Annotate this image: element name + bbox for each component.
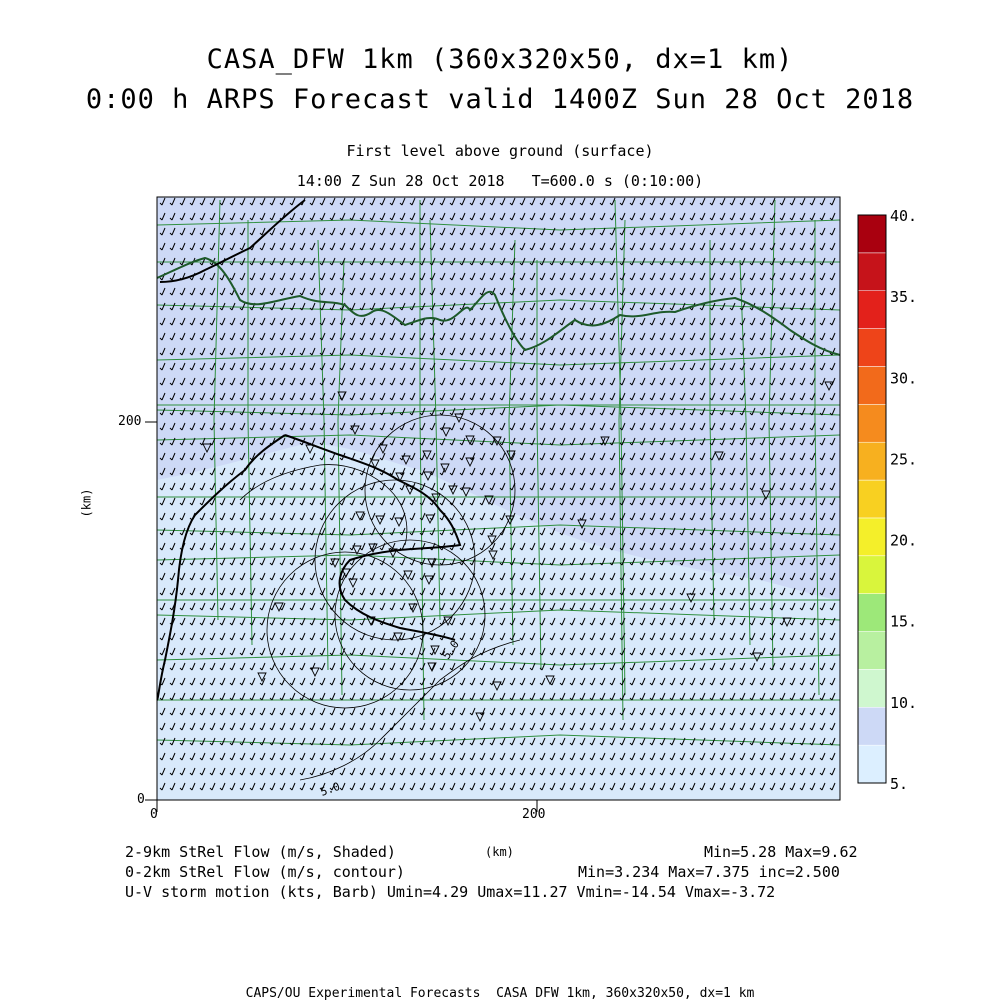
legend-contour: 0-2km StRel Flow (m/s, contour): [125, 863, 405, 881]
colorbar-label: 10.: [890, 693, 918, 712]
subtitle-line-1: First level above ground (surface): [346, 142, 654, 160]
colorbar-segment: [858, 253, 886, 291]
colorbar-segment: [858, 556, 886, 594]
colorbar-segment: [858, 745, 886, 783]
title-line-2: 0:00 h ARPS Forecast valid 1400Z Sun 28 Oct 2018: [85, 84, 915, 115]
colorbar-segment: [858, 669, 886, 707]
colorbar-segment: [858, 329, 886, 367]
colorbar-label: 25.: [890, 450, 918, 469]
contour-label-south: 5.0: [318, 779, 342, 799]
legend-barb: U-V storm motion (kts, Barb) Umin=4.29 Umax=11.27 Vmin=-14.54 Vmax=-3.72: [125, 883, 776, 901]
colorbar-segment: [858, 594, 886, 632]
legend-contour-range: Min=3.234 Max=7.375 inc=2.500: [578, 863, 840, 881]
colorbar-label: 40.: [890, 207, 918, 225]
subtitle-line-2: 14:00 Z Sun 28 Oct 2018 T=600.0 s (0:10:00): [296, 172, 704, 190]
colorbar-label: 35.: [890, 288, 918, 307]
footer-credit: CAPS/OU Experimental Forecasts CASA DFW 1km, 360x320x50, dx=1 km: [245, 986, 755, 1001]
legend-shaded: 2-9km StRel Flow (m/s, Shaded): [125, 843, 396, 861]
colorbar-segment: [858, 291, 886, 329]
colorbar-label: 20.: [890, 531, 918, 550]
y-axis-unit: (km): [79, 488, 94, 518]
x-tick-0: 0: [150, 807, 158, 822]
colorbar-label: 30.: [890, 369, 918, 388]
y-tick-200: 200: [118, 414, 142, 429]
x-tick-200: 200: [522, 807, 546, 822]
colorbar-segment: [858, 215, 886, 253]
colorbar-label: 15.: [890, 612, 918, 631]
colorbar-segment: [858, 366, 886, 404]
colorbar-label: 5.: [890, 775, 909, 793]
colorbar-segment: [858, 480, 886, 518]
colorbar-segment: [858, 442, 886, 480]
contour-label-center: 5.0: [439, 637, 462, 662]
colorbar: [858, 207, 917, 793]
colorbar-segment: [858, 404, 886, 442]
y-tick-0: 0: [137, 792, 145, 807]
legend-shaded-range: Min=5.28 Max=9.62: [704, 843, 858, 861]
x-axis-unit: (km): [485, 845, 514, 859]
colorbar-segment: [858, 707, 886, 745]
colorbar-segment: [858, 518, 886, 556]
colorbar-segment: [858, 632, 886, 670]
title-line-1: CASA_DFW 1km (360x320x50, dx=1 km): [206, 44, 794, 75]
